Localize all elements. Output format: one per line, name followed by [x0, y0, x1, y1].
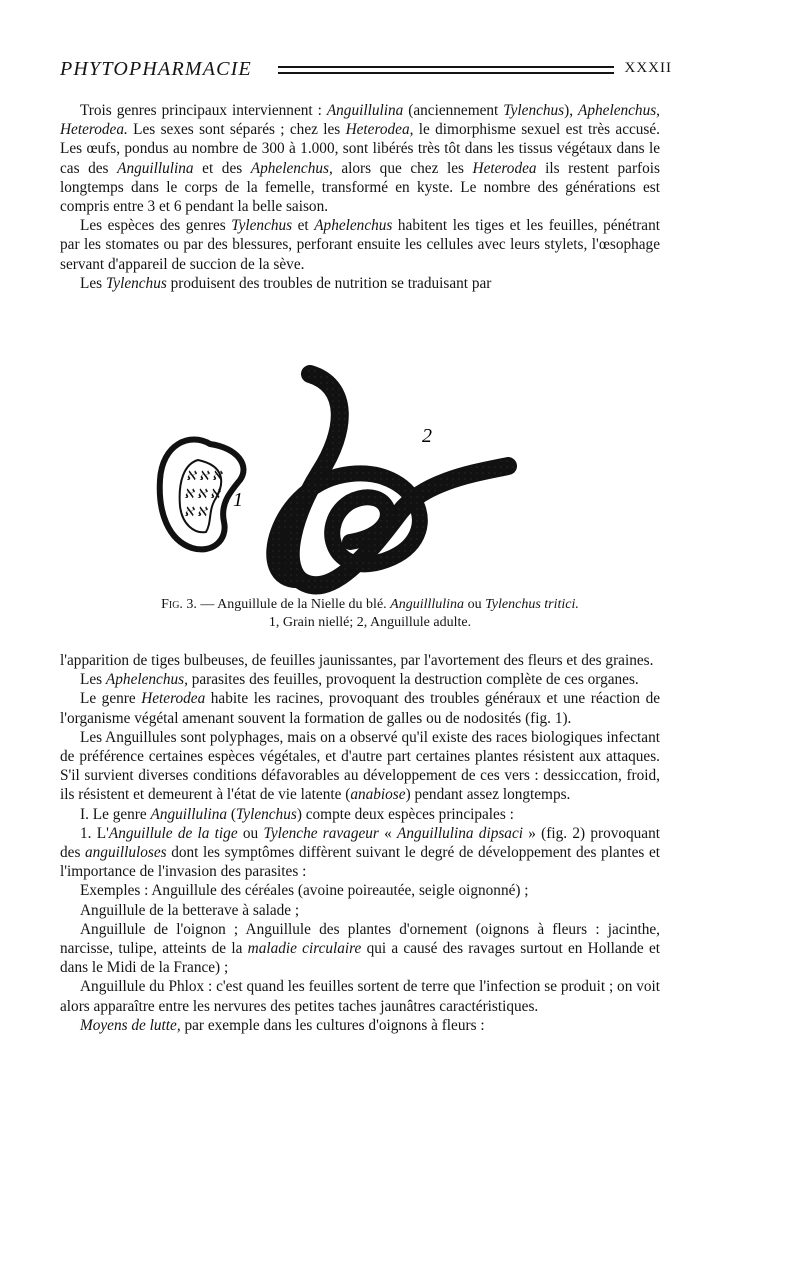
paragraph	[60, 881, 660, 900]
paragraph	[60, 901, 660, 920]
italic-run: Heterodea	[472, 159, 537, 177]
paragraph	[60, 920, 660, 978]
header-rule	[278, 66, 614, 68]
italic-run: Tylenchus	[105, 274, 167, 292]
header-rule	[278, 72, 614, 74]
italic-run: anabiose	[350, 786, 406, 804]
paragraph	[60, 651, 660, 670]
italic-run: Heterodea,	[345, 121, 414, 139]
wheat-grain-drawing	[160, 440, 244, 550]
italic-run: Anguilllulina	[390, 597, 465, 612]
text-run: habitent les tiges et les feuilles, pénétrant par les stomates ou par des blessures, perforant ensuite les cellules avec leurs stylets, l'œsophage servant d'appareil de succion de la sève.	[60, 217, 660, 273]
paragraph	[60, 689, 660, 727]
paragraph	[60, 728, 660, 805]
text-run: Les Anguillules sont polyphages, mais on a observé qu'il existe des races biologiques infectant de préférence certaines espèces végétales, et d'autre part certaines plantes résistent aux attaques. S'il survient diverses conditions défavorables au développement de ces vers : dessiccation, froid, ils résistent et demeurent à l'état de vie latente (	[60, 728, 660, 804]
italic-run: Aphelenchus, Heterodea.	[60, 102, 660, 139]
nematode-illustration	[150, 362, 550, 597]
text-run: — Anguillule de la Nielle du blé.	[196, 597, 391, 612]
text-run: ),	[564, 102, 579, 119]
text-run: le dimorphisme sexuel est très accusé. Les œufs, pondus au nombre de 300 à 1.000, sont libérés très tôt dans les tissus végétaux dans le cas des	[60, 121, 661, 177]
paragraph	[60, 1016, 660, 1035]
text-run: Anguillule de la betterave à salade ;	[80, 901, 300, 919]
paragraph	[60, 101, 660, 216]
text-block-top	[60, 101, 660, 293]
text-run: Exemples : Anguillule des céréales (avoine poireautée, seigle oignonné) ;	[80, 882, 529, 900]
text-run: alors que chez les	[332, 159, 473, 177]
paragraph	[60, 274, 660, 293]
text-run: et	[292, 217, 315, 235]
italic-run: Tylenchus tritici.	[485, 597, 579, 612]
figure-label-1: 1	[233, 489, 243, 511]
running-title: PHYTOPHARMACIE	[60, 58, 252, 80]
figure-nematode	[150, 362, 550, 597]
text-run: Les sexes sont séparés ; chez les	[127, 121, 346, 139]
italic-run: Moyens de lutte,	[80, 1016, 181, 1034]
text-run: ou	[237, 824, 264, 842]
paragraph	[60, 216, 660, 274]
text-run: Anguillule du Phlox : c'est quand les feuilles sortent de terre que l'infection se produit ; on voit alors apparaître entre les nervures des petites taches jaunâtres caractéristiques.	[60, 978, 660, 1015]
text-run: ou	[464, 597, 486, 612]
text-run: Anguillule de l'oignon ; Anguillule des plantes d'ornement (oignons à fleurs : jacinthe, narcisse, tulipe, atteints de la	[60, 920, 660, 958]
caption-line	[80, 596, 660, 614]
italic-run: Aphelenchus	[314, 217, 393, 235]
italic-run: Anguillulina	[150, 805, 227, 823]
italic-run: Tylenchus	[503, 102, 565, 119]
text-run: 1. L'	[80, 824, 109, 842]
text-run: l'apparition de tiges bulbeuses, de feuilles jaunissantes, par l'avortement des fleurs et des graines.	[60, 652, 654, 669]
text-run: Le genre	[80, 690, 142, 708]
paragraph	[60, 670, 660, 689]
text-run: parasites des feuilles, provoquent la destruction complète de ces organes.	[187, 671, 639, 689]
italic-run: Anguillulina	[117, 159, 194, 177]
italic-run: Tylenche ravageur	[263, 824, 379, 842]
text-run: (	[227, 805, 236, 823]
text-run: produisent des troubles de nutrition se traduisant par	[166, 274, 492, 292]
paragraph	[60, 805, 660, 824]
text-run: Les espèces des genres	[80, 217, 232, 235]
italic-run: maladie circulaire	[247, 940, 362, 958]
text-run: (anciennement	[403, 102, 504, 119]
nematode-worm-drawing	[274, 374, 508, 585]
text-run: Les	[80, 671, 106, 689]
text-run: par exemple dans les cultures d'oignons à fleurs :	[180, 1016, 485, 1034]
svg-text:ℵ ℵ ℵ: ℵ ℵ ℵ	[184, 486, 220, 501]
text-run: » (fig. 2) provoquant des	[60, 824, 660, 862]
text-run: I. Le genre	[80, 805, 151, 823]
text-block-bottom	[60, 651, 660, 1035]
text-run: ils restent parfois longtemps dans le corps de la femelle, transformé en kyste. Le nombre des générations est compris entre 3 et 6 pendant la belle saison.	[60, 159, 660, 216]
italic-run: Aphelenchus,	[250, 159, 333, 177]
italic-run: Aphelenchus,	[105, 671, 188, 689]
text-run: ) compte deux espèces principales :	[296, 805, 514, 823]
text-run: Les	[80, 274, 106, 292]
text-run: qui a causé des ravages surtout en Hollande et dans le Midi de la France) ;	[60, 940, 661, 977]
text-run: habite les racines, provoquant des troubles généraux et une réaction de l'organisme végétal amenant souvent la formation de galles ou de nodosités (fig. 1).	[60, 690, 661, 727]
caption-line: 1, Grain niellé; 2, Anguillule adulte.	[268, 615, 472, 630]
page-number: XXXII	[624, 60, 672, 76]
figure-caption	[80, 596, 660, 632]
paragraph	[60, 977, 660, 1015]
italic-run: Heterodea	[141, 690, 206, 708]
page-header	[60, 58, 672, 84]
svg-text:ℵ ℵ: ℵ ℵ	[184, 504, 207, 519]
caption-figure-number: Fig. 3.	[161, 597, 197, 612]
paragraph	[60, 824, 660, 882]
text-run: Trois genres principaux interviennent :	[80, 102, 327, 119]
italic-run: Anguillulina	[326, 102, 404, 119]
text-run: ) pendant assez longtemps.	[405, 786, 571, 804]
italic-run: Tylenchus	[231, 217, 293, 235]
italic-run: anguilluloses	[85, 844, 167, 862]
text-run: dont les symptômes diffèrent suivant le degré de développement des plantes et l'importance de l'invasion des parasites :	[60, 844, 660, 881]
text-run: et des	[193, 159, 251, 177]
italic-run: Anguillulina dipsaci	[397, 824, 523, 842]
text-run: «	[378, 824, 398, 842]
italic-run: Anguillule de la tige	[108, 824, 238, 842]
svg-text:ℵ ℵ ℵ: ℵ ℵ ℵ	[186, 468, 222, 483]
italic-run: Tylenchus	[235, 805, 297, 823]
figure-label-2: 2	[422, 425, 432, 447]
